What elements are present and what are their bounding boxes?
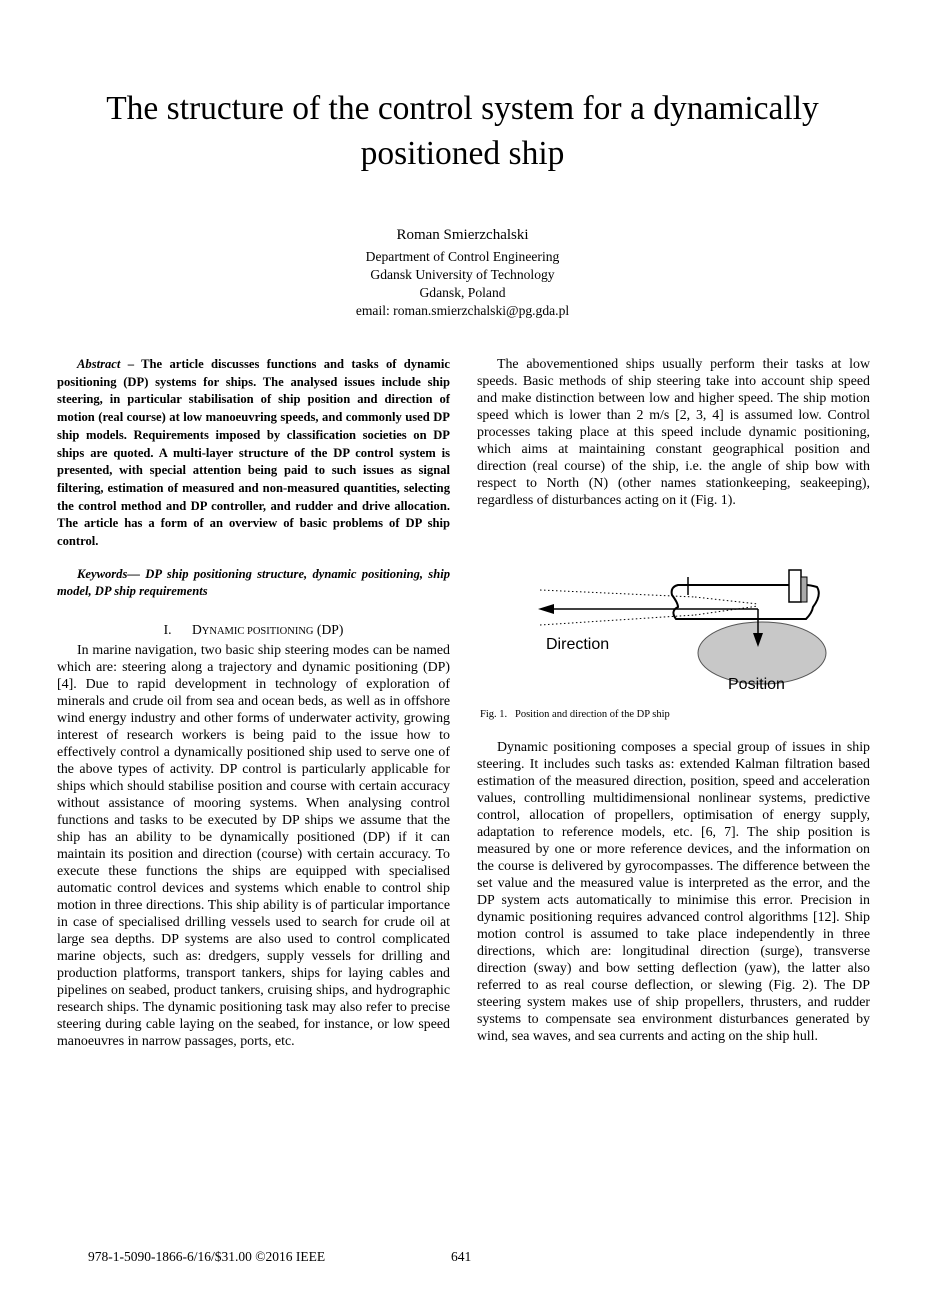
affiliation-department: Department of Control Engineering: [365, 249, 560, 264]
paper-title: The structure of the control system for a dynamically positioned ship: [106, 90, 819, 172]
affiliation-email: email: roman.smierzchalski@pg.gda.pl: [355, 303, 570, 318]
abstract-label: Abstract: [77, 357, 121, 371]
affiliation-location: Gdansk, Poland: [419, 285, 506, 300]
author-name: Roman Smierzchalski: [396, 227, 529, 243]
direction-label: Direction: [546, 636, 610, 653]
figure-caption: Fig. 1. Position and direction of the DP ship: [480, 709, 670, 720]
dotted-line: [540, 615, 695, 625]
figure-ship-diagram: [530, 565, 830, 695]
abstract-text: – The article discusses functions and tasks of dynamic positioning (DP) systems for ships. The analysed issues include ship steering, in particular stabilisation of ship position and direction of motion (real course) at low manoeuvring speeds, and commonly used DP ship models. Requirements imposed by classification societies on DP ships are quoted. A multi-layer structure of the DP control system is presented, with special attention being paid to such issues as signal filtering, estimation of measured and non-measured quantities, selecting the control method and DP controller, and rudder and drive allocation. The article has a form of an overview of basic problems of DP ship control.: [57, 357, 450, 549]
keywords: [57, 566, 450, 600]
body-text-right-1: [477, 356, 870, 509]
section-heading: [57, 622, 450, 638]
position-label: Position: [728, 676, 785, 693]
section-title-suffix: (DP): [313, 622, 344, 637]
affiliation-university: Gdansk University of Technology: [370, 267, 555, 282]
section-title: YNAMIC POSITIONING: [201, 626, 314, 637]
paragraph: In marine navigation, two basic ship steering modes can be named which are: steering along a trajectory and dynamic positioning (DP) [4]. Due to rapid development in technology of exploration of minerals and crude oil from sea and ocean beds, as well as in offshore wind energy industry and other forms of underwater activity, growing interest of research workers is being paid to the issue how to effectively control a dynamically positioned ship used to serve one of the above types of activity. DP control is particularly applicable for ships which should stabilise position and course with certain accuracy without assistance of mooring systems. When analysing control functions and tasks to be executed by DP ships we assume that the ship has an ability to be dynamically positioned (DP) if it can maintain its position and direction (course) with certain accuracy. To execute these functions the ships are equipped with specialised automatic control devices and systems which enable to control ship motion in three directions. This ship ability is of particular importance in case of specialised drilling vessels used to search for crude oil at large sea depths. DP systems are also used to control complicated marine objects, such as: dredgers, supply vessels for drilling and production platforms, transport tankers, ships for laying cables and pipelines on seabed, product tankers, cruising ships, and hydrographic research ships. The dynamic positioning task may also refer to precise steering during cable laying on the seabed, for instance, or low speed manoeuvres in narrow passages, ports, etc.: [57, 643, 450, 1049]
section-title-initial: D: [191, 622, 202, 637]
section-number: I.: [163, 622, 172, 637]
ship-icon: [672, 570, 819, 619]
body-text-left: [57, 642, 450, 1050]
abstract: [57, 356, 450, 551]
position-area: [698, 622, 826, 684]
body-text-right-2: [477, 739, 870, 1045]
footer-isbn: 978-1-5090-1866-6/16/$31.00 ©2016 IEEE: [88, 1249, 326, 1264]
keywords-label: Keywords—: [77, 567, 140, 581]
keywords-text: DP ship positioning structure, dynamic positioning, ship model, DP ship requirements: [57, 567, 450, 598]
paragraph: The abovementioned ships usually perform their tasks at low speeds. Basic methods of ship steering take into account ship speed and make distinction between low and higher speed. The ship motion speed which is lower than 2 m/s [2, 3, 4] is assumed low. Control processes taking place at this speed include dynamic positioning, which aims at maintaining constant geographical position and direction (real course) of the ship, i.e. the angle of ship bow with respect to North (N) (other names stationkeeping, seakeeping), regardless of disturbances acting on it (Fig. 1).: [477, 357, 870, 508]
page-number: 641: [451, 1249, 472, 1264]
paragraph: Dynamic positioning composes a special group of issues in ship steering. It includes such tasks as: extended Kalman filtration based estimation of the measured direction, position, speed and acceleration values, controlling multidimensional nonlinear systems, predictive control, allocation of propellers, optimisation of energy supply, adaptation to reference models, etc. [6, 7]. The ship position is measured by one or more reference devices, and the information on the course is delivered by gyrocompasses. The difference between the set value and the measured value is interpreted as the error, and the DP system acts automatically to minimise this error. Precision in dynamic positioning requires advanced control algorithms [12]. Ship motion control is assumed to take place independently in three directions, which are: longitudinal direction (surge), transverse direction (sway) and bow setting deflection (yaw), the latter also referred to as real course deflection, or slewing (Fig. 2). The DP steering system makes use of ship propellers, thrusters, and rudder systems to compensate sea environment disturbances generated by wind, sea waves, and sea currents and acting on the ship hull.: [477, 740, 870, 1044]
